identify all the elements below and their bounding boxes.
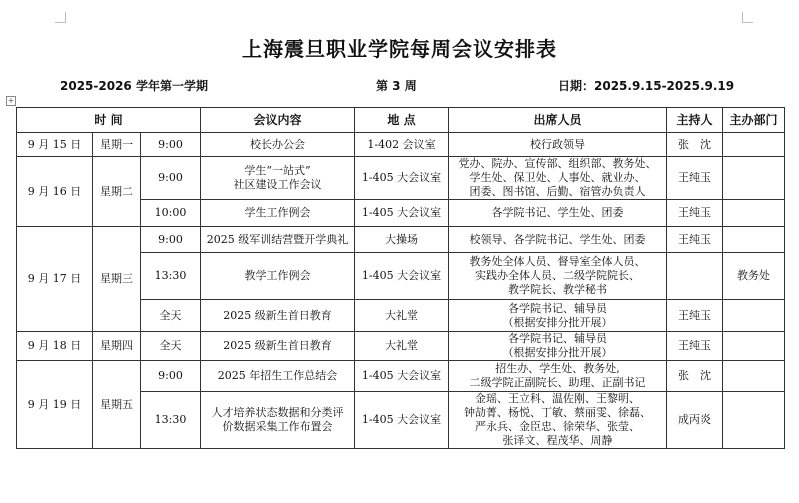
header-attendees: 出席人员 (449, 108, 667, 133)
crop-mark-top-right (742, 12, 753, 23)
meeting-content: 2025 级军训结营暨开学典礼 (201, 227, 355, 253)
meeting-attendees: 校行政领导 (449, 133, 667, 157)
day-date: 9 月 19 日 (17, 361, 93, 449)
meeting-attendees: 各学院书记、辅导员 （根据安排分批开展） (449, 300, 667, 332)
meeting-time: 13:30 (141, 392, 201, 449)
meeting-attendees: 金瑶、王立科、温佐刚、王黎明、 钟劼菁、杨悦、丁敏、蔡丽雯、徐磊、 严永兵、金臣忠、徐荣华、张莹、 张译文、程茂华、周静 (449, 392, 667, 449)
table-move-handle-icon[interactable]: + (7, 96, 15, 105)
meeting-time: 全天 (141, 332, 201, 361)
meeting-content: 学生工作例会 (201, 200, 355, 227)
day-weekday: 星期一 (93, 133, 141, 157)
meeting-attendees: 各学院书记、辅导员 （根据安排分批开展） (449, 332, 667, 361)
day-date: 9 月 15 日 (17, 133, 93, 157)
page-title: 上海震旦职业学院每周会议安排表 (242, 37, 557, 61)
meeting-location: 1-405 大会议室 (355, 253, 449, 300)
table-row (17, 332, 785, 361)
header-time: 时 间 (17, 108, 201, 133)
meeting-location: 1-405 大会议室 (355, 361, 449, 392)
meeting-content: 校长办公会 (201, 133, 355, 157)
meeting-time: 9:00 (141, 133, 201, 157)
day-date: 9 月 16 日 (17, 157, 93, 227)
meeting-organizer (723, 227, 785, 253)
header-location: 地 点 (355, 108, 449, 133)
meeting-organizer (723, 300, 785, 332)
meeting-host: 成丙炎 (667, 392, 723, 449)
date-range-label: 日期：2025.9.15-2025.9.19 (558, 79, 735, 93)
meeting-time: 9:00 (141, 157, 201, 200)
meeting-host: 张 沈 (667, 133, 723, 157)
meeting-content: 学生“一站式” 社区建设工作会议 (201, 157, 355, 200)
table-row (17, 361, 785, 392)
meeting-location: 1-402 会议室 (355, 133, 449, 157)
meeting-host (667, 253, 723, 300)
meeting-location: 1-405 大会议室 (355, 157, 449, 200)
meeting-host: 王纯玉 (667, 200, 723, 227)
table-row (17, 133, 785, 157)
meeting-location: 1-405 大会议室 (355, 392, 449, 449)
meeting-host: 王纯玉 (667, 227, 723, 253)
meeting-attendees: 校领导、各学院书记、学生处、团委 (449, 227, 667, 253)
meeting-content: 2025 级新生首日教育 (201, 332, 355, 361)
meeting-organizer: 教务处 (723, 253, 785, 300)
day-weekday: 星期三 (93, 227, 141, 332)
meeting-time: 13:30 (141, 253, 201, 300)
meeting-host: 王纯玉 (667, 157, 723, 200)
meeting-location: 大礼堂 (355, 332, 449, 361)
meeting-time: 9:00 (141, 227, 201, 253)
meeting-organizer (723, 361, 785, 392)
meeting-organizer (723, 392, 785, 449)
meeting-organizer (723, 200, 785, 227)
meeting-host: 张 沈 (667, 361, 723, 392)
header-content: 会议内容 (201, 108, 355, 133)
meeting-location: 大礼堂 (355, 300, 449, 332)
meeting-location: 大操场 (355, 227, 449, 253)
schedule-table (16, 107, 785, 449)
table-header-row (17, 108, 785, 133)
day-date: 9 月 18 日 (17, 332, 93, 361)
crop-mark-top-left (55, 12, 66, 23)
meeting-attendees: 招生办、学生处、教务处, 二级学院正副院长、助理、正副书记 (449, 361, 667, 392)
day-weekday: 星期二 (93, 157, 141, 227)
meeting-content: 2025 级新生首日教育 (201, 300, 355, 332)
table-row (17, 227, 785, 253)
meeting-content: 人才培养状态数据和分类评 价数据采集工作布置会 (201, 392, 355, 449)
day-weekday: 星期四 (93, 332, 141, 361)
meeting-content: 2025 年招生工作总结会 (201, 361, 355, 392)
header-organizer: 主办部门 (723, 108, 785, 133)
meeting-location: 1-405 大会议室 (355, 200, 449, 227)
meeting-attendees: 各学院书记、学生处、团委 (449, 200, 667, 227)
day-date: 9 月 17 日 (17, 227, 93, 332)
header-host: 主持人 (667, 108, 723, 133)
week-label: 第 3 周 (376, 79, 417, 93)
semester-label: 2025-2026 学年第一学期 (60, 79, 208, 93)
meeting-attendees: 教务处全体人员、督导室全体人员、 实践办全体人员、二级学院院长、 教学院长、教学秘书 (449, 253, 667, 300)
meeting-host: 王纯玉 (667, 300, 723, 332)
meeting-attendees: 党办、院办、宣传部、组织部、教务处、 学生处、保卫处、人事处、就业办、 团委、图书馆、后勤、宿管办负责人 (449, 157, 667, 200)
meeting-content: 教学工作例会 (201, 253, 355, 300)
meeting-host: 王纯玉 (667, 332, 723, 361)
meeting-organizer (723, 332, 785, 361)
day-weekday: 星期五 (93, 361, 141, 449)
meeting-time: 10:00 (141, 200, 201, 227)
table-row (17, 157, 785, 200)
meeting-time: 全天 (141, 300, 201, 332)
meeting-organizer (723, 157, 785, 200)
meeting-time: 9:00 (141, 361, 201, 392)
meeting-organizer (723, 133, 785, 157)
